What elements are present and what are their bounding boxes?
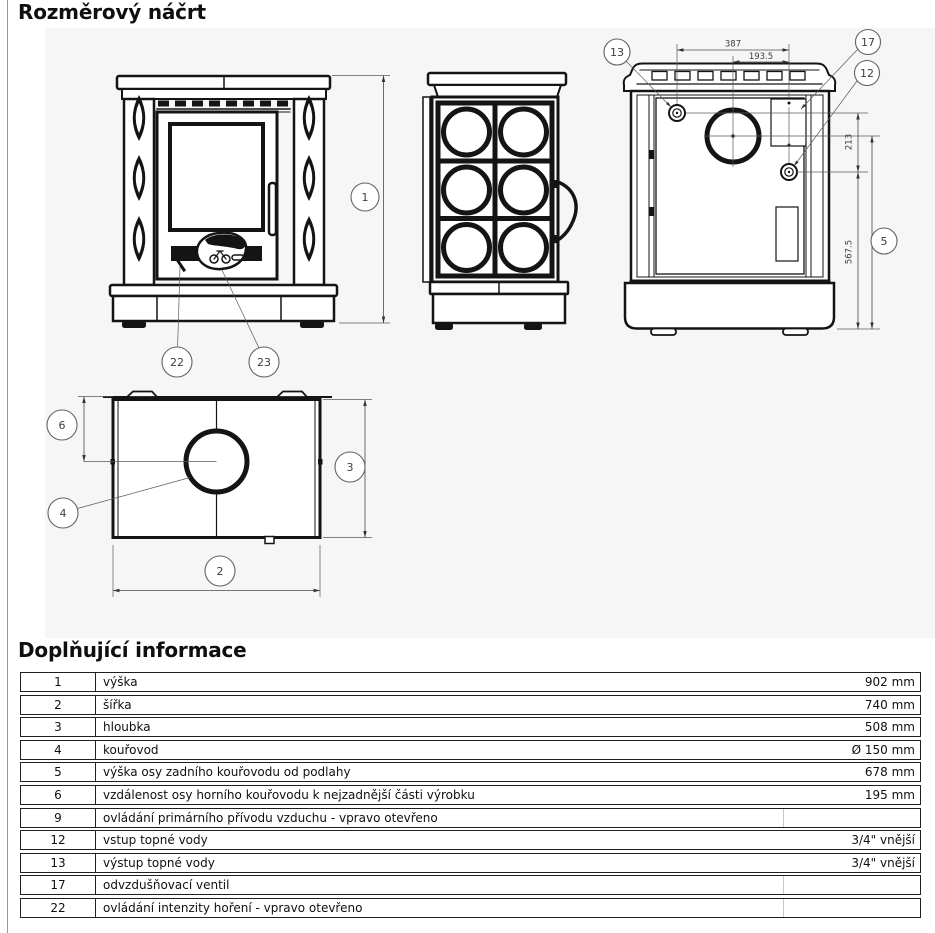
row-description: vstup topné vody — [103, 833, 208, 848]
table-row — [20, 672, 921, 692]
row-value: Ø 150 mm — [851, 742, 915, 757]
rear-water-outlet-fitting — [669, 105, 685, 121]
table-row — [20, 898, 921, 918]
side-view — [423, 73, 576, 330]
front-base — [110, 285, 337, 328]
row-description: výstup topné vody — [103, 855, 215, 870]
row-number: 6 — [21, 786, 96, 804]
row-number: 2 — [21, 696, 96, 714]
row-value — [783, 899, 920, 917]
rear-base — [625, 283, 834, 335]
info-table — [20, 672, 921, 921]
table-row — [20, 808, 921, 828]
row-description: výška osy zadního kouřovodu od podlahy — [103, 765, 351, 780]
balloon-1-label: 1 — [361, 191, 369, 204]
table-row — [20, 717, 921, 737]
rear-top-cap — [624, 64, 836, 92]
dim-387-label: 387 — [724, 39, 742, 50]
front-top-band — [154, 99, 294, 112]
rear-lower-plate — [776, 207, 798, 261]
front-emblem — [197, 233, 246, 269]
front-door-glass — [170, 124, 263, 230]
side-base — [430, 282, 568, 330]
row-value: 195 mm — [864, 787, 915, 802]
row-value: 508 mm — [864, 720, 915, 735]
info-section-title: Doplňující informace — [18, 638, 247, 662]
front-view — [110, 76, 337, 328]
row-description: výška — [103, 675, 138, 689]
row-number: 1 — [21, 673, 96, 691]
table-row — [20, 762, 921, 782]
dim-213-label: 213 — [844, 133, 855, 151]
rear-view — [624, 64, 836, 336]
table-row — [20, 875, 921, 895]
balloon-3-label: 3 — [346, 461, 354, 474]
row-value: 740 mm — [864, 697, 915, 712]
balloon-2-label: 2 — [216, 565, 224, 578]
row-description: šířka — [103, 697, 132, 712]
row-number: 12 — [21, 831, 96, 849]
row-description: odvzdušňovací ventil — [103, 878, 230, 893]
row-description: kouřovod — [103, 742, 159, 757]
balloon-23-label: 23 — [257, 356, 271, 369]
dim-193-label: 193.5 — [748, 52, 774, 62]
row-description: ovládání primárního přívodu vzduchu - vpravo otevřeno — [103, 810, 438, 825]
balloon-4-label: 4 — [59, 507, 67, 520]
row-value: 902 mm — [864, 675, 915, 689]
row-value — [783, 876, 920, 894]
rear-vent-plate — [771, 99, 806, 146]
row-number: 13 — [21, 854, 96, 872]
row-value: 678 mm — [864, 765, 915, 780]
rear-water-inlet-fitting — [781, 164, 797, 180]
side-tile-grid — [438, 103, 552, 276]
row-number: 5 — [21, 763, 96, 781]
balloon-13-label: 13 — [610, 46, 624, 59]
row-number: 17 — [21, 876, 96, 894]
row-value: 3/4" vnější — [851, 855, 915, 870]
row-number: 9 — [21, 809, 96, 827]
row-value — [783, 809, 920, 827]
table-row — [20, 830, 921, 850]
page-title: Rozměrový náčrt — [18, 0, 206, 24]
row-number: 22 — [21, 899, 96, 917]
balloon-12-label: 12 — [860, 67, 874, 80]
table-row — [20, 853, 921, 873]
row-number: 4 — [21, 741, 96, 759]
balloon-17-label: 17 — [861, 36, 875, 49]
dim-567-label: 567.5 — [844, 239, 855, 265]
balloon-22-label: 22 — [170, 356, 184, 369]
balloon-5-label: 5 — [880, 235, 888, 248]
balloon-6-label: 6 — [58, 419, 66, 432]
row-description: vzdálenost osy horního kouřovodu k nejzadnější části výrobku — [103, 787, 475, 802]
table-row — [20, 695, 921, 715]
front-door-handle — [269, 183, 276, 235]
top-view — [104, 392, 331, 544]
row-number: 3 — [21, 718, 96, 736]
table-row — [20, 785, 921, 805]
row-description: ovládání intenzity hoření - vpravo otevřeno — [103, 900, 363, 915]
row-description: hloubka — [103, 720, 151, 735]
row-value: 3/4" vnější — [851, 833, 915, 848]
table-row — [20, 740, 921, 760]
